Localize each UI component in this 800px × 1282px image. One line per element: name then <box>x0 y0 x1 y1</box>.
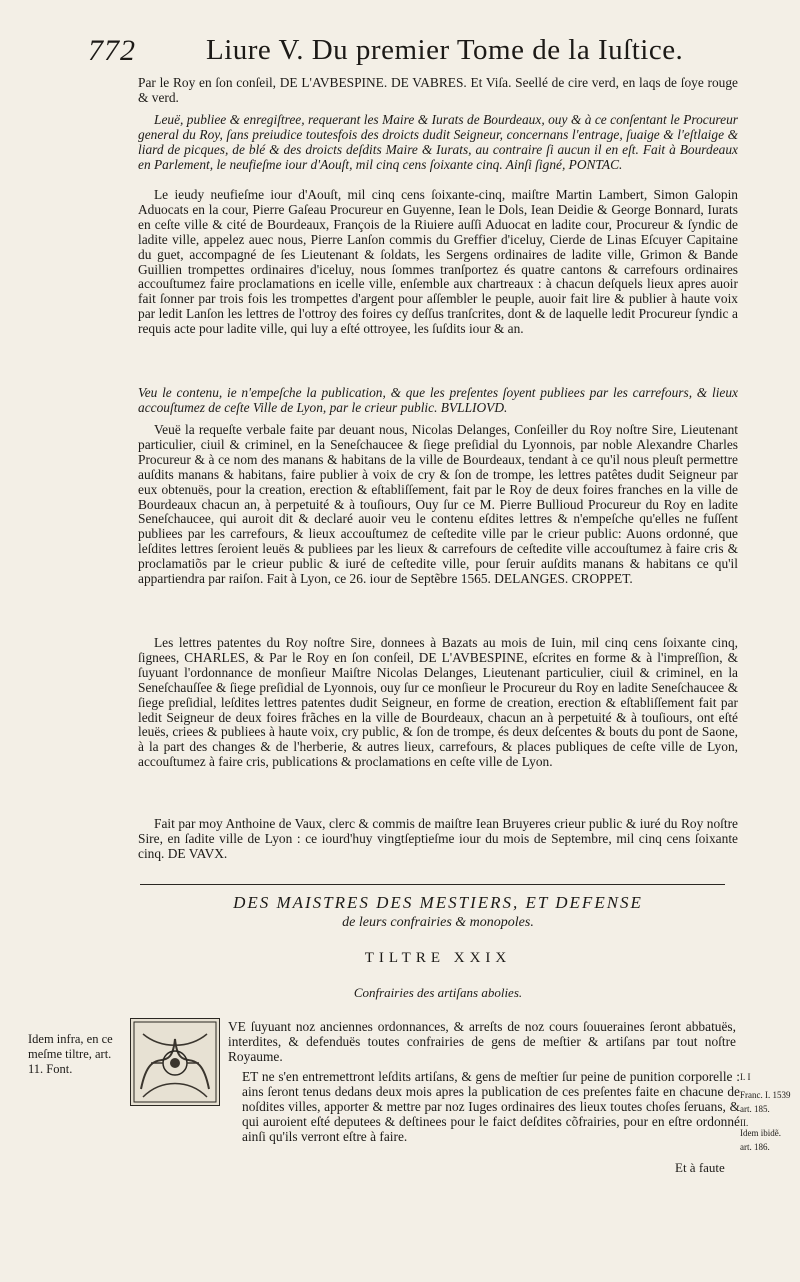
margin-ref-6: art. 186. <box>740 1142 770 1152</box>
folio-number: 772 <box>88 34 136 67</box>
margin-ref-3: art. 185. <box>740 1104 770 1114</box>
section-subtitle: de leurs confrairies & monopoles. <box>342 915 534 930</box>
paragraph-crieur: Fait par moy Anthoine de Vaux, clerc & commis de maiſtre Iean Bruyeres crieur public & iuré du Roy noſtre Sire, en ſadite ville de Lyon : ce iourd'huy vingtſeptieſme iour du mois de Septembre, mil cinq cens ſoixante cinq. DE VAVX. <box>138 816 738 861</box>
article-one: VE ſuyuant noz anciennes ordonnances, & arreſts de noz cours ſouueraines ſeront abbatuës, interdites, & defenduës toutes confrairies de gens de meſtier & artiſans par tout noſtre Royaume. <box>228 1019 736 1064</box>
margin-ref-5: Idem ibidẽ. <box>740 1128 781 1138</box>
paragraph-sealing: Par le Roy en ſon conſeil, DE L'AVBESPINE. DE VABRES. Et Viſa. Seellé de cire verd, en laqs de ſoye rouge & verd. <box>138 75 738 105</box>
paragraph-registration: Leuë, publiee & enregiſtree, requerant les Maire & Iurats de Bourdeaux, ouy & à ce conſentant le Procureur general du Roy, ſans preiudice toutesfois des droicts dudit Seigneur, concernans l'entrage, ſuaige & l'eſtlaige & liard de picques, de blé & des droicts deſdits Maire & Iurats, au contraire ſi aucun il en eſt. Fait à Bourdeaux en Parlement, le neufieſme iour d'Aouſt, mil cinq cens ſoixante cinq. Ainſi ſigné, PONTAC. <box>138 112 738 172</box>
running-title: Liure V. Du premier Tome de la Iuſtice. <box>206 34 684 66</box>
paragraph-procureur-consent: Veu le contenu, ie n'empeſche la publication, & que les preſentes ſoyent publiees par les carrefours, & lieux accouſtumez de ceſte Ville de Lyon, par le crieur public. BVLLIOVD. <box>138 385 738 415</box>
paragraph-lettres-patentes: Les lettres patentes du Roy noſtre Sire, donnees à Bazats au mois de Iuin, mil cinq cens ſoixante cinq, ſignees, CHARLES, & Par le Roy en ſon conſeil, DE L'AVBESPINE, eſcrites en forme & à l'impreſſion, & ſuyuant l'ordonnance de monſieur Maiſtre Nicolas Delanges, Lieutenant particulier, ciuil & criminel, en la Seneſchauſſee & ſiege preſidial de Lyonnois, ouy ſur ce monſieur le Procureur du Roy en ladite Seneſchaucee & ſiege preſidial, leſdites lettres patentes dudit Seigneur, en forme de creation, erection & eſtabliſſement fait par ledit Seigneur de deux foires frãches en la ville de Bourdeaux, chacun an à perpetuité & à touſiours, ont eſté leuës, criees & publiees à haute voix, cry public, & ſon de trompe, és deux deſcentes & bouts du pont de Saone, à la part des changes & de l'herberie, & autres lieux, carrefours, & places publiques de ceſte ville de Lyon, accouſtumez à faire cris, publications & proclamations en ceſte ville de Lyon. <box>138 635 738 770</box>
margin-ref-4: II. <box>740 1118 749 1128</box>
section-rule <box>140 884 725 885</box>
catchword: Et à faute <box>675 1160 725 1175</box>
section-title: DES MAISTRES DES MESTIERS, ET DEFENSE <box>233 893 643 912</box>
article-two: ET ne s'en entremettront leſdits artiſans, & gens de meſtier ſur peine de punition corporelle : ains ſeront tenus dedans deux mois apres la publication de ces preſentes faite en chacune de noſdites villes, apporter & mettre par noz Iuges ordinaires des lieux toutes choſes ſeruans, & qui auroient eſté deputees & deſtinees pour le faict deſdites cõfrairies, pour en eſtre ordonné ainſi qu'ils verront eſtre à faire. <box>242 1069 740 1144</box>
margin-ref-2: Franc. I. 1539 <box>740 1090 791 1100</box>
paragraph-publication-bordeaux: Le ieudy neufieſme iour d'Aouſt, mil cinq cens ſoixante-cinq, maiſtre Martin Lambert, Simon Galopin Aduocats en la cour, Pierre Gaſeau Procureur en Guyenne, Iean le Dols, Iean Deidie & George Bonnard, Iurats en ceſte ville & cité de Bourdeaux, François de la Riuiere auſſi Aduocat en ladite cour, Procureur & ſyndic de ladite ville, appelez auec nous, Pierre Lanſon commis du Greffier d'iceluy, Cierde de Linas Eſcuyer Capitaine du guet, accompagné de ſes Lieutenant & ſoldats, les Sergens ordinaires de ladite ville, Grimon & Bande Guillien trompettes ordinaires d'iceluy, nous ſommes tranſportez és quatre cantons & carrefours ordinaires accouſtumez faire proclamations en icelle ville, enſemble aux chartreaux : à chacun deſquels lieux apres auoir fait ſonner par trois fois les trompettes d'argent pour aſſembler le peuple, auoir fait lire & publier à haute voix par ledit Lanſon les lettres de l'ottroy des foires cy deſſus tranſcrites, dont & de laquelle ledit Procureur ſyndic a requis acte pour ladite ville, qui luy a eſté ottroyee, les ſuſdits iour & an. <box>138 187 738 337</box>
page-header <box>88 30 768 70</box>
margin-ref-1: I. I <box>740 1072 751 1082</box>
tiltre-heading: TILTRE XXIX <box>364 950 512 966</box>
paragraph-lyon-ordinance: Veuë la requeſte verbale faite par deuant nous, Nicolas Delanges, Conſeiller du Roy noſtre Sire, Lieutenant particulier, ciuil & criminel, en la Seneſchaucee & ſiege preſidial du Lyonnois, par noble Alexandre Charles Procureur & à ce nom des manans & habitans de la ville de Bourdeaux, tendant à ce qu'il nous pleuſt permettre auſdits manans & habitans, faire publier à voix de cry & ſon de trompe, les lettres patêtes dudit Seigneur par eux obtenuës, pour la creation, erection & eſtabliſſement, fait par le Roy de deux foires franches en la ville de Bourdeaux chacun an, à perpetuité & à touſiours, Ouy ſur ce M. Pierre Bullioud Procureur du Roy en ladite Seneſchaucee, qui auroit dit & declaré auoir veu le contenu eſdites lettres & n'empeſche qu'elles ne fuſſent publiees par les carrefours, & lieux accouſtumez de ceſtedite ville par le crieur public: Auons ordonné, que leſdites lettres ſeroient leuës & publiees par les lieux & carrefours de ceſtedite ville accouſtumez à faire cris & proclamatiõs par le crieur public & iuré de ceſtedite ville, pour ſeruir auſdits manans & habitans ce qu'il appartiendra par raiſon. Fait à Lyon, ce 26. iour de Septẽbre 1565. DELANGES. CROPPET. <box>138 422 738 587</box>
chapter-heading: Confrairies des artiſans abolies. <box>353 985 523 1000</box>
left-margin-note: Idem infra, en ce meſme tiltre, art. 11. Font. <box>28 1032 113 1076</box>
